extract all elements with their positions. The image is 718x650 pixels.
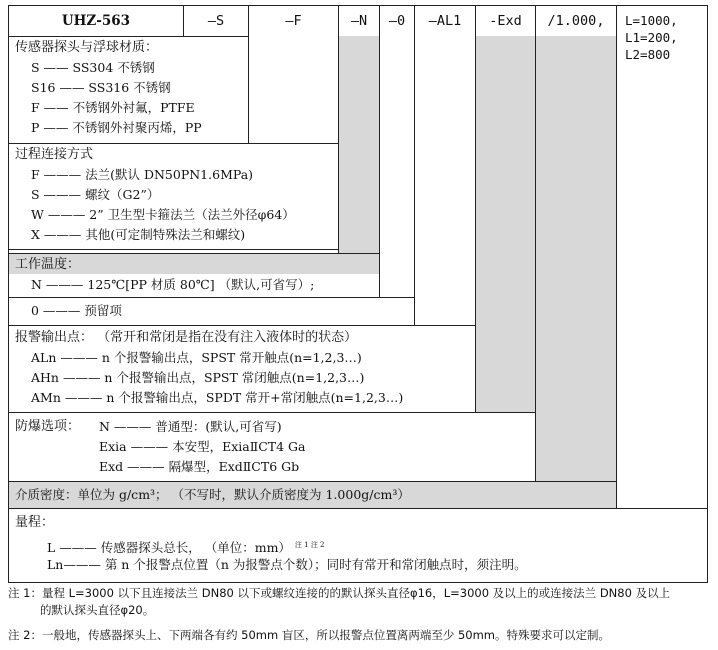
alarm-row-aln: ALn ——— n 个报警输出点，SPST 常开触点(n=1,2,3…) [31, 350, 362, 365]
range-title: 量程： [15, 515, 55, 530]
exd-column [475, 36, 536, 416]
code-f: —F [285, 13, 302, 29]
material-row-p: P —— 不锈钢外衬聚丙烯，PP [31, 120, 202, 135]
zero-column [379, 36, 415, 298]
range-row-ln: Ln——— 第 n 个报警点位置（n 为报警点个数）；同时有常开和常闭触点时，须注明。 [47, 557, 527, 572]
reserved-row: 0 ——— 预留项 [31, 303, 122, 318]
alarm-section [8, 325, 476, 413]
length-l2: L2=800 [625, 47, 671, 62]
f-column [248, 36, 339, 144]
code-alarm: —AL1 [428, 13, 462, 29]
material-row-s: S —— SS304 不锈钢 [31, 60, 155, 75]
alarm-column [414, 36, 476, 326]
code-density-cell [535, 5, 617, 37]
length-l1: L1=200, [625, 30, 678, 45]
code-n: —N [350, 13, 368, 29]
density-section [8, 481, 617, 509]
model-code: UHZ-563 [61, 13, 131, 29]
code-s-cell [183, 5, 249, 37]
length-l: L=1000, [625, 13, 678, 28]
code-lengths-cell [616, 5, 708, 77]
range-row-l-sup: 注 1 注 2 [294, 541, 325, 549]
explosion-label: 防爆选项： [15, 419, 81, 434]
note-1-line-2: 的默认探头直径φ20。 [40, 603, 155, 617]
density-column [535, 36, 617, 508]
model-code-cell [8, 5, 184, 37]
code-zero: —0 [388, 13, 406, 29]
code-density: /1.000, [547, 13, 605, 29]
range-section [8, 508, 708, 583]
material-row-s16: S16 —— SS316 不锈钢 [31, 80, 171, 95]
code-alarm-cell [414, 5, 476, 37]
alarm-row-amn: AMn ——— n 个报警输出点，SPDT 常开+常闭触点(n=1,2,3…) [31, 390, 404, 405]
range-row-l-text: L ——— 传感器探头总长， （单位：mm） [47, 540, 291, 556]
range-row-l [47, 536, 325, 557]
process-row-w: W ——— 2” 卫生型卡箍法兰（法兰外径φ64） [31, 207, 295, 222]
temperature-row-box [8, 274, 380, 298]
note-2: 注 2：一般地，传感器探头上、下两端各有约 50mm 盲区，所以报警点位置离两端至少 50mm。特殊要求可以定制。 [8, 628, 611, 642]
code-s: —S [207, 13, 225, 29]
alarm-title: 报警输出点： （常开和常闭是指在没有注入液体时的状态） [15, 330, 358, 345]
n-column [338, 36, 380, 254]
process-row-x: X ——— 其他(可定制特殊法兰和螺纹) [31, 227, 246, 242]
code-zero-cell [379, 5, 415, 37]
note-1-line-1: 注 1：量程 L=3000 以下且连接法兰 DN80 以下或螺纹连接的的默认探头直径φ16，L=3000 及以上的或连接法兰 DN80 及以上 [8, 586, 671, 600]
temperature-row: N ——— 125℃[PP 材质 80℃] （默认,可省写）; [31, 277, 315, 292]
process-row-f: F ——— 法兰(默认 DN50PN1.6MPa) [31, 167, 254, 182]
process-section [8, 143, 339, 250]
explosion-section [8, 412, 536, 482]
process-row-s: S ——— 螺纹（G2”） [31, 187, 160, 202]
density-text: 介质密度：单位为 g/cm³； （不写时，默认介质密度为 1.000g/cm³） [15, 487, 410, 502]
code-exd: -Exd [489, 13, 522, 29]
explosion-row-n: N ——— 普通型：(默认,可省写) [99, 419, 282, 434]
temperature-title: 工作温度： [15, 257, 81, 272]
material-section [8, 36, 249, 144]
code-f-cell [248, 5, 339, 37]
code-n-cell [338, 5, 380, 37]
explosion-row-exia: Exia ——— 本安型，ExiaⅡCT4 Ga [99, 439, 306, 454]
material-row-f: F —— 不锈钢外衬氟，PTFE [31, 100, 195, 115]
reserved-section [8, 297, 415, 326]
process-title: 过程连接方式 [15, 147, 94, 162]
code-exd-cell [475, 5, 536, 37]
alarm-row-ahn: AHn ——— n 个报警输出点，SPST 常闭触点(n=1,2,3…) [31, 370, 365, 385]
material-title: 传感器探头与浮球材质： [15, 40, 159, 55]
explosion-row-exd: Exd ——— 隔爆型，ExdⅡCT6 Gb [99, 459, 300, 474]
